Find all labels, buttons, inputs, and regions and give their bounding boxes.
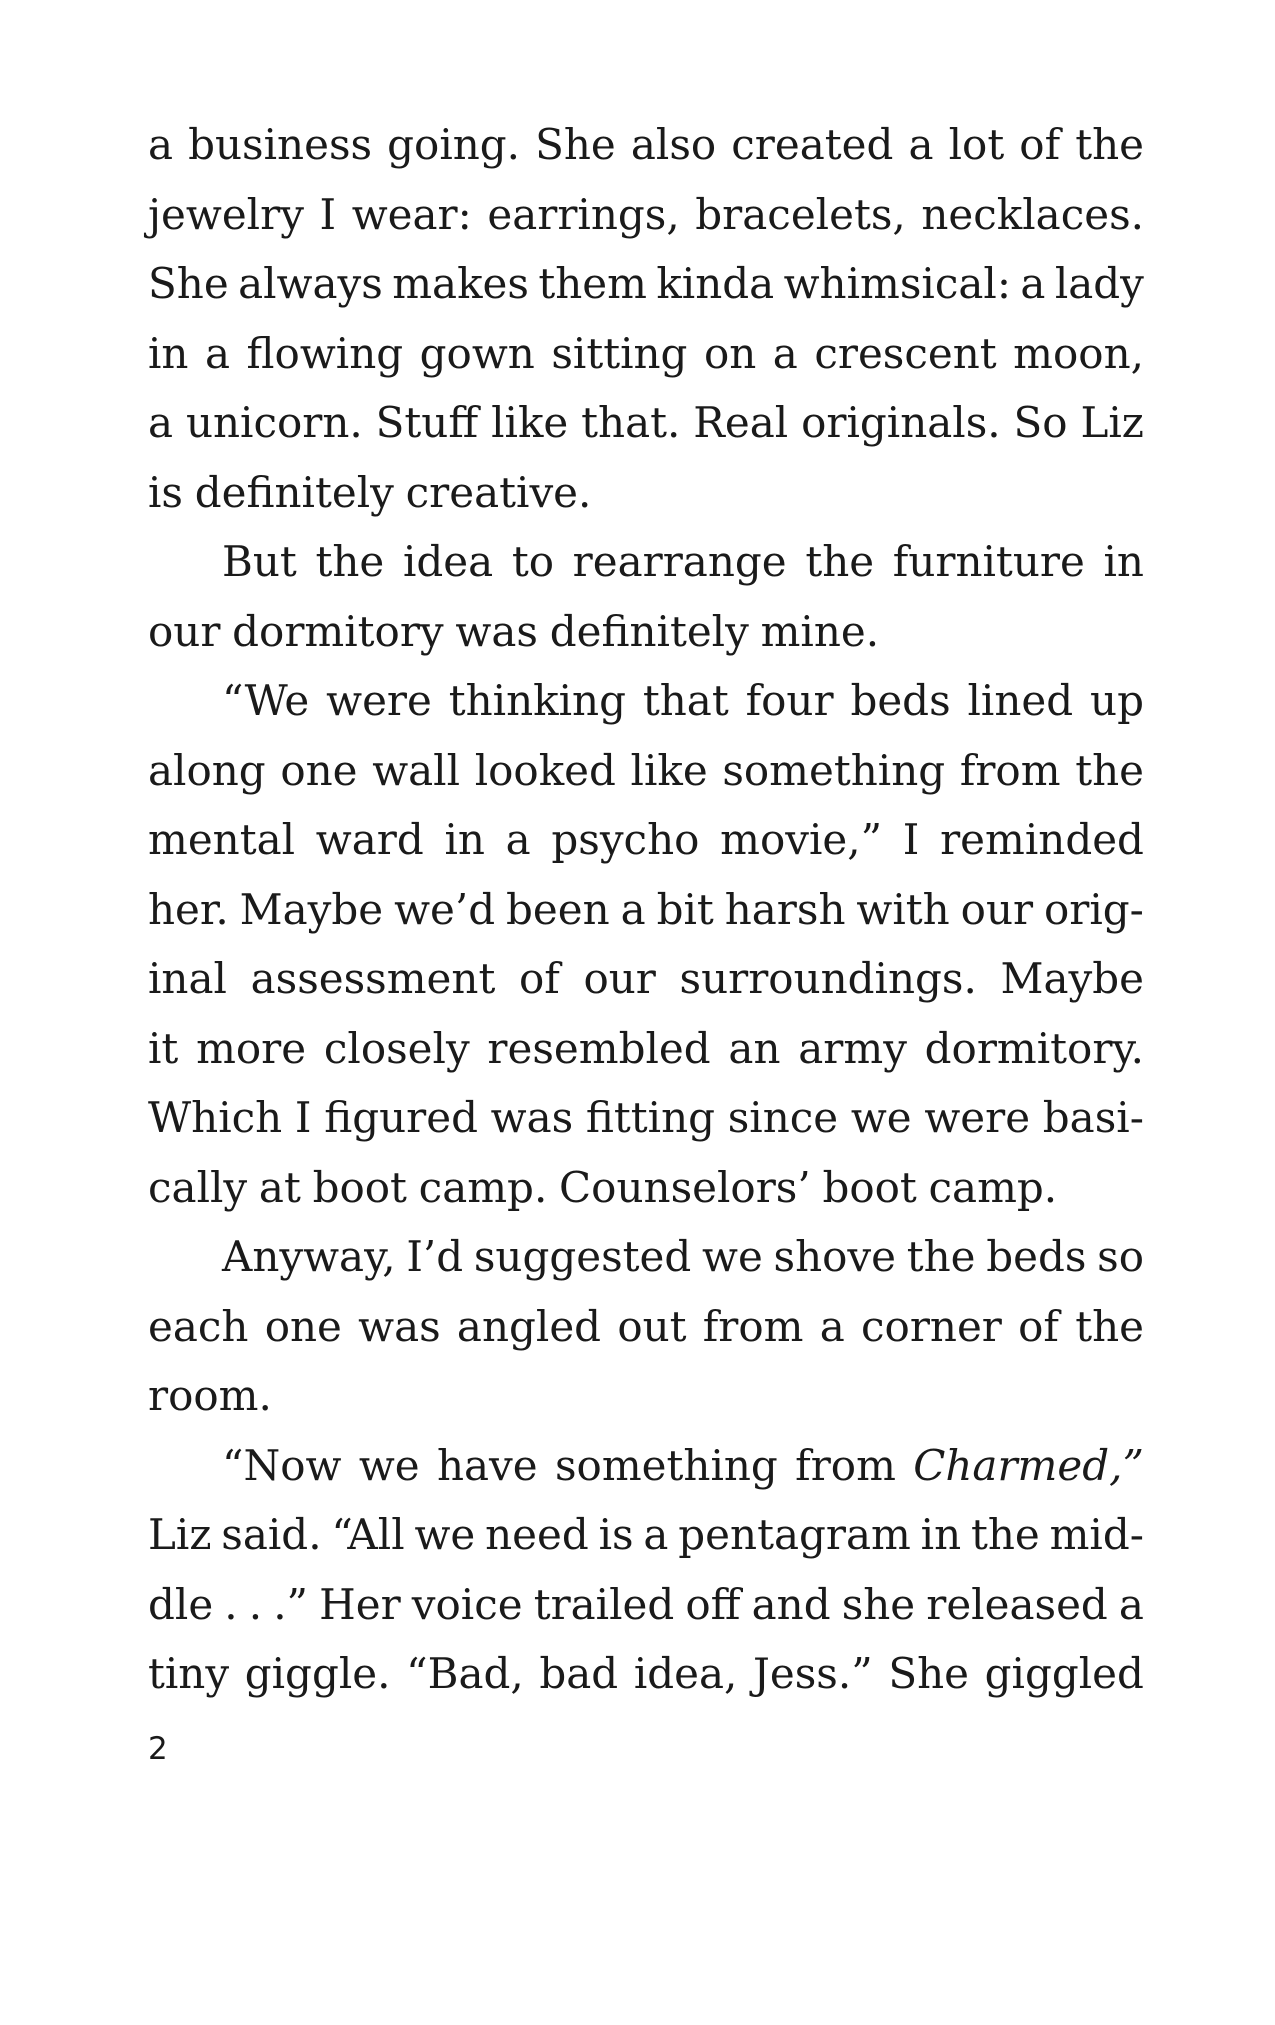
text-line: in a flowing gown sitting on a crescent moon, [148, 328, 1144, 378]
text-line: “Now we have something from Charmed,” [222, 1440, 1144, 1490]
paragraph [148, 110, 1144, 527]
text-line: a unicorn. Stuff like that. Real originals. So Liz [148, 398, 1144, 447]
text-line: tiny giggle. “Bad, bad idea, Jess.” She giggled [148, 1649, 1144, 1698]
text-line: But the idea to rearrange the furniture in [222, 537, 1144, 586]
paragraph [148, 1431, 1144, 1709]
text-line: “We were thinking that four beds lined up [222, 676, 1144, 725]
text-line: Which I figured was fitting since we were basi- [148, 1093, 1144, 1142]
text-line: mental ward in a psycho movie,” I reminded [148, 815, 1144, 864]
text-line: our dormitory was definitely mine. [148, 606, 880, 656]
text-line: jewelry I wear: earrings, bracelets, necklaces. [148, 189, 1144, 239]
text-line: inal assessment of our surroundings. Maybe [148, 954, 1144, 1003]
text-line: each one was angled out from a corner of the [148, 1301, 1144, 1351]
text-line: Liz said. “All we need is a pentagram in the mid- [148, 1510, 1144, 1559]
text-line: cally at boot camp. Counselors’ boot camp. [148, 1162, 1058, 1212]
paragraph [148, 1222, 1144, 1431]
text-line: Anyway, I’d suggested we shove the beds so [222, 1232, 1144, 1281]
text-line: dle . . .” Her voice trailed off and she released a [148, 1579, 1144, 1629]
text-line: She always makes them kinda whimsical: a lady [148, 259, 1144, 308]
text-line: it more closely resembled an army dormitory. [148, 1023, 1144, 1073]
paragraph [148, 666, 1144, 1222]
text-line: her. Maybe we’d been a bit harsh with our orig- [148, 884, 1144, 934]
text-line: a business going. She also created a lot of the [148, 120, 1144, 169]
text-line: along one wall looked like something from the [148, 745, 1144, 795]
paragraph [148, 527, 1144, 666]
body-text [148, 110, 1144, 1709]
text-line: is definitely creative. [148, 467, 592, 517]
text-line: room. [148, 1371, 272, 1420]
page-number: 2 [148, 1731, 168, 1767]
